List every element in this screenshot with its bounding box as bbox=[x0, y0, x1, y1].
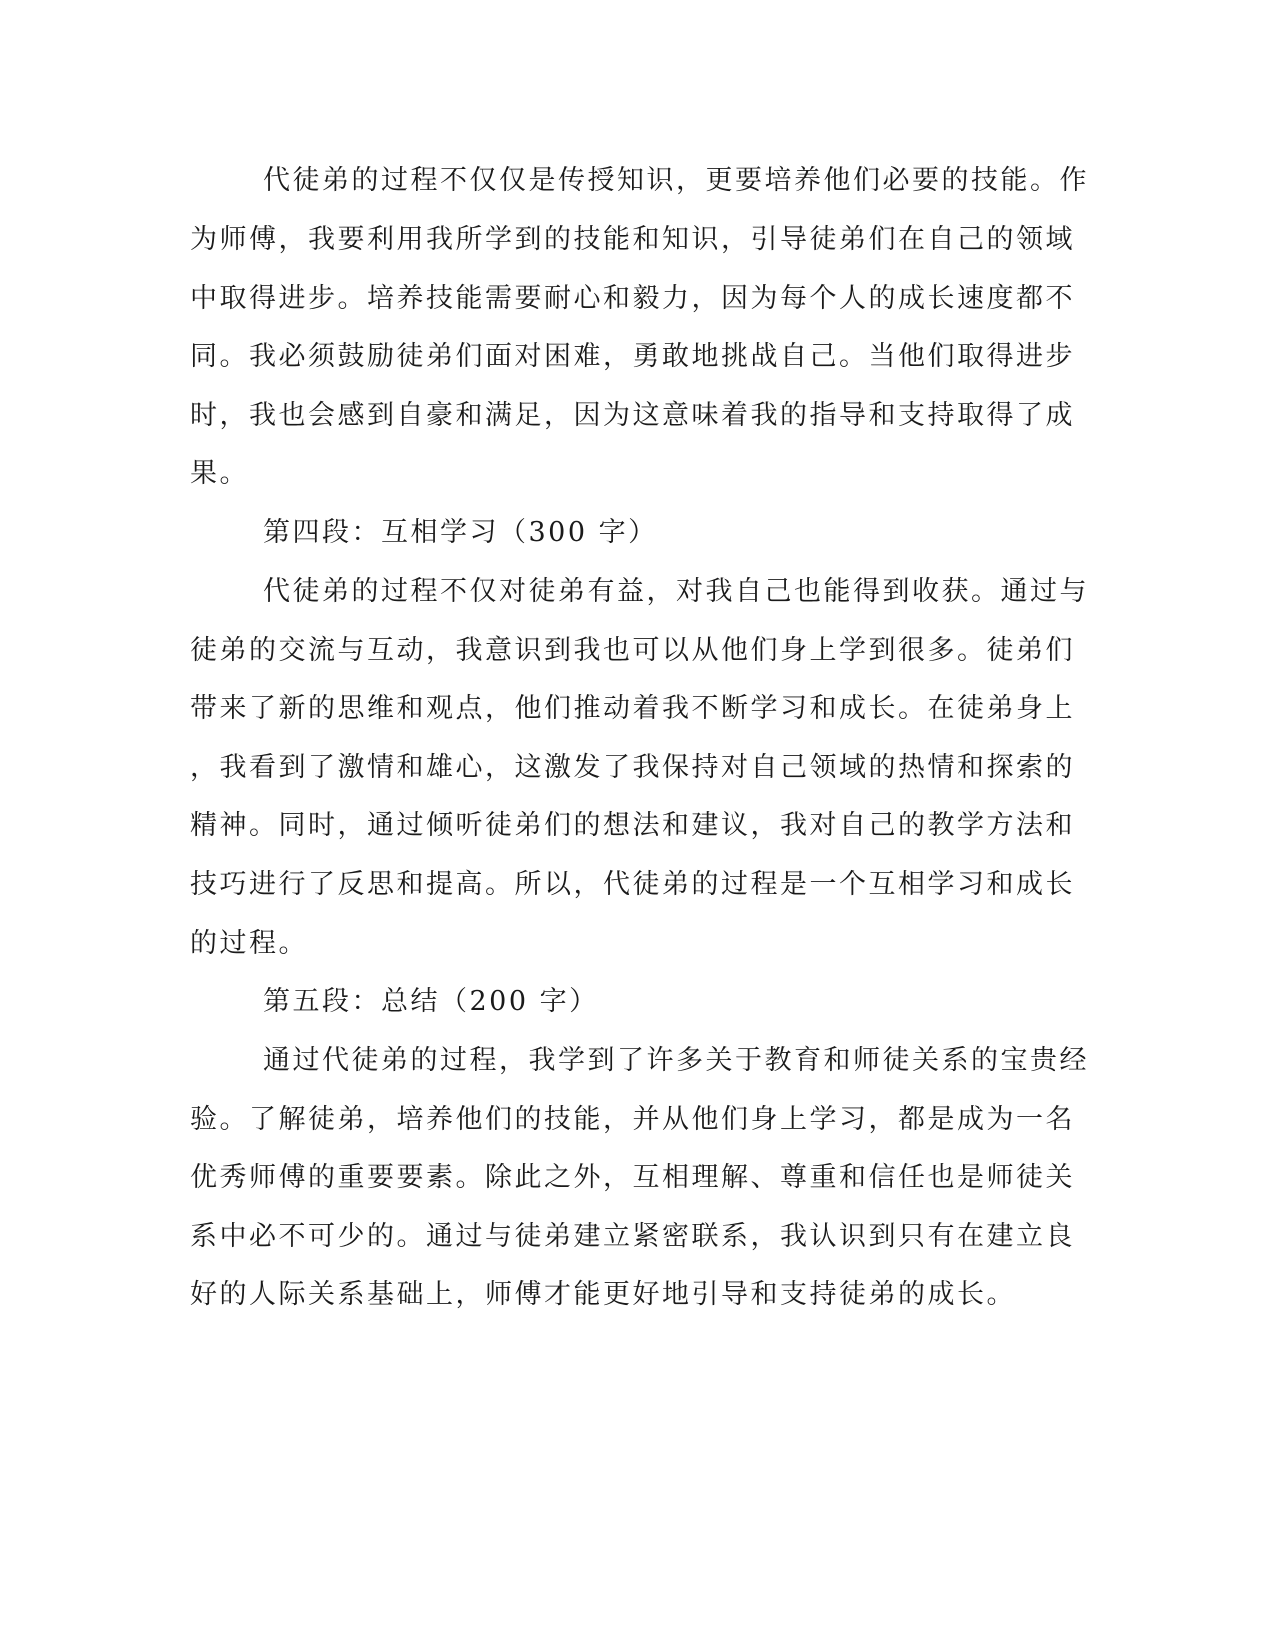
para5-line-3: 优秀师傅的重要要素。除此之外，互相理解、尊重和信任也是师徒关 bbox=[190, 1162, 1075, 1193]
para4-line-4: ，我看到了激情和雄心，这激发了我保持对自己领域的热情和探索的 bbox=[190, 752, 1075, 783]
para3-line-4: 同。我必须鼓励徒弟们面对困难，勇敢地挑战自己。当他们取得进步 bbox=[190, 341, 1075, 372]
para3-line-6: 果。 bbox=[190, 458, 249, 489]
para4-line-1: 代徒弟的过程不仅对徒弟有益，对我自己也能得到收获。通过与 bbox=[263, 576, 1089, 607]
para5-line-2: 验。了解徒弟，培养他们的技能，并从他们身上学习，都是成为一名 bbox=[190, 1104, 1075, 1135]
section-heading-4: 第四段：互相学习（300 字） bbox=[263, 517, 658, 548]
para4-line-2: 徒弟的交流与互动，我意识到我也可以从他们身上学到很多。徒弟们 bbox=[190, 635, 1075, 666]
para5-line-4: 系中必不可少的。通过与徒弟建立紧密联系，我认识到只有在建立良 bbox=[190, 1221, 1075, 1252]
para3-line-5: 时，我也会感到自豪和满足，因为这意味着我的指导和支持取得了成 bbox=[190, 400, 1075, 431]
para5-line-5: 好的人际关系基础上，师傅才能更好地引导和支持徒弟的成长。 bbox=[190, 1279, 1016, 1310]
para4-line-5: 精神。同时，通过倾听徒弟们的想法和建议，我对自己的教学方法和 bbox=[190, 810, 1075, 841]
section-heading-5: 第五段：总结（200 字） bbox=[263, 986, 599, 1017]
para3-line-3: 中取得进步。培养技能需要耐心和毅力，因为每个人的成长速度都不 bbox=[190, 283, 1075, 314]
para3-line-2: 为师傅，我要利用我所学到的技能和知识，引导徒弟们在自己的领域 bbox=[190, 224, 1075, 255]
para4-line-7: 的过程。 bbox=[190, 928, 308, 959]
para4-line-3: 带来了新的思维和观点，他们推动着我不断学习和成长。在徒弟身上 bbox=[190, 693, 1075, 724]
para3-line-1: 代徒弟的过程不仅仅是传授知识，更要培养他们必要的技能。作 bbox=[263, 165, 1089, 196]
para4-line-6: 技巧进行了反思和提高。所以，代徒弟的过程是一个互相学习和成长 bbox=[190, 869, 1075, 900]
para5-line-1: 通过代徒弟的过程，我学到了许多关于教育和师徒关系的宝贵经 bbox=[263, 1045, 1089, 1076]
